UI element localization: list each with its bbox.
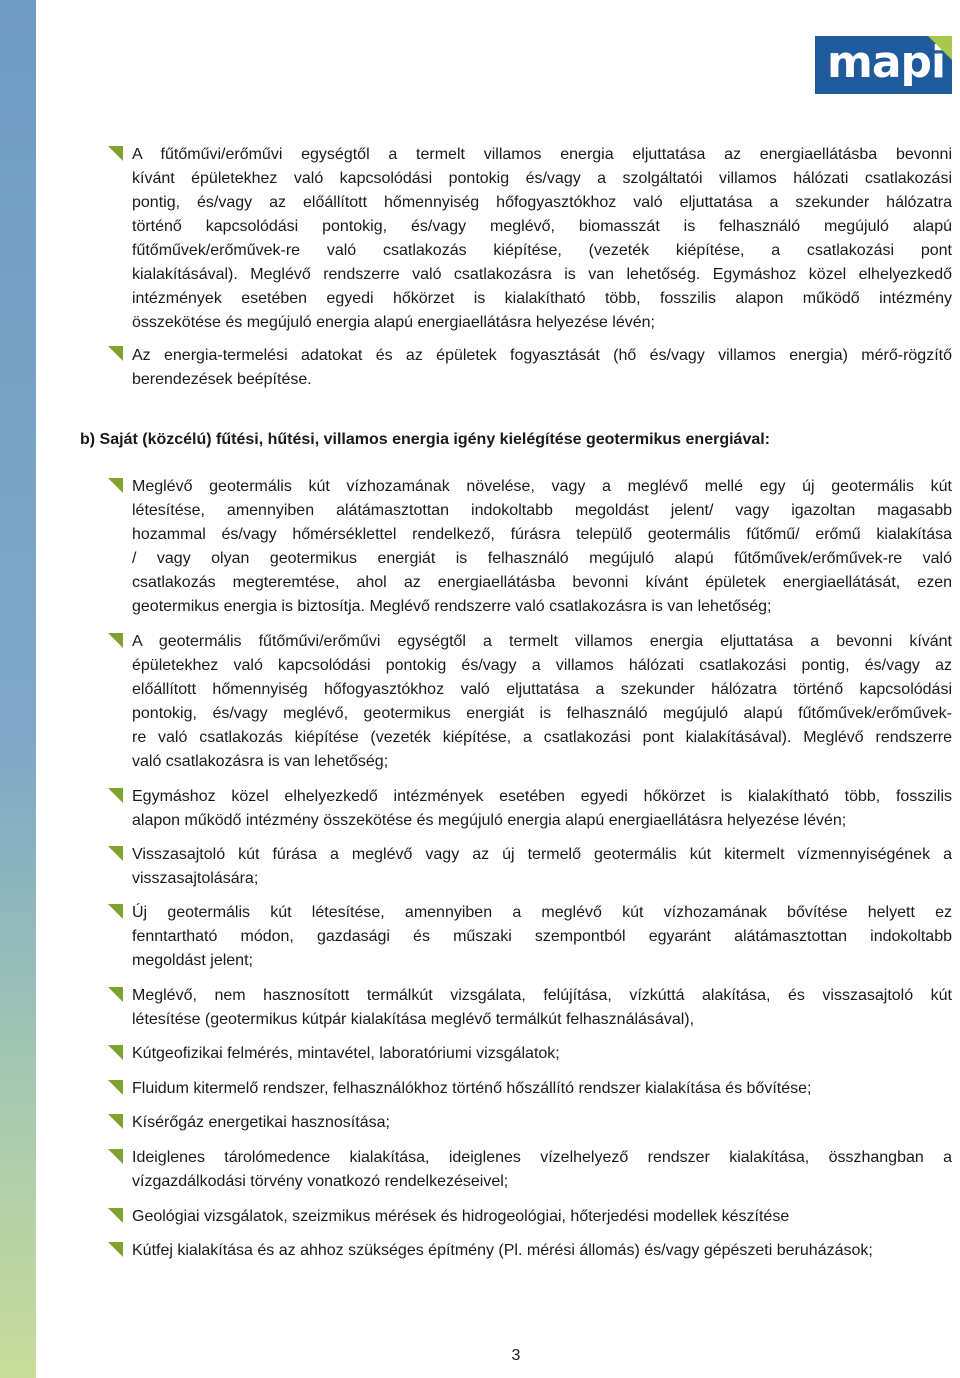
bullet-triangle-icon	[108, 846, 123, 861]
page-number: 3	[511, 1347, 521, 1364]
text-line: berendezések beépítése.	[132, 371, 312, 388]
text-line: Fluidum kitermelő rendszer, felhasználókhoz történő hőszállító rendszer kialakítása és bővítése;	[132, 1080, 812, 1097]
bullet-triangle-icon	[108, 987, 123, 1002]
text-line: A geotermális fűtőművi/erőművi egységtől a termelt villamos energia eljuttatása a bevonni kívánt	[132, 633, 952, 650]
bullet-triangle-icon	[108, 633, 123, 648]
bullet-triangle-icon	[108, 478, 123, 493]
text-line: vízgazdálkodási törvény vonatkozó rendelkezéseivel;	[132, 1173, 509, 1190]
text-line: intézmények esetében egyedi hőkörzet is kialakítható több, fosszilis alapon működő intézmény	[132, 290, 952, 307]
logo-corner-triangle	[928, 36, 952, 60]
list-item	[132, 901, 952, 973]
text-line: csatlakozás megteremtése, ahol az energiaellátásba bevonni kívánt épületek energiaellátását, ezen	[132, 574, 952, 591]
list-item	[132, 344, 952, 392]
bullet-triangle-icon	[108, 904, 123, 919]
text-line: Visszasajtoló kút fúrása a meglévő vagy az új termelő geotermális kút kitermelt vízmennyiségének a	[132, 846, 952, 863]
text-line: létesítése, amennyiben alátámasztottan indokoltabb megoldást jelent/ vagy igazoltan magasabb	[132, 502, 952, 519]
text-line: kívánt épületekhez való kapcsolódási pontokig és/vagy a szolgáltatói villamos hálózati csatlakozási	[132, 170, 952, 187]
text-line: előállított hőmennyiség hőfogyasztókhoz való eljuttatása a szekunder hálózatra történő kapcsolódási	[132, 681, 952, 698]
text-line: pontig, és/vagy az előállított hőmennyiség hőfogyasztókhoz való eljuttatása a szekunder hálózatra	[132, 194, 952, 211]
bullet-triangle-icon	[108, 1208, 123, 1223]
bullet-triangle-icon	[108, 346, 123, 361]
mapi-logo	[815, 36, 952, 94]
list-item	[132, 630, 952, 774]
text-line: Új geotermális kút létesítése, amennyiben a meglévő kút vízhozamának bővítése helyett ez	[132, 904, 952, 921]
text-line: pontokig, és/vagy meglévő, geotermikus energiát is felhasználó megújuló alapú fűtőművek/erőművek-	[132, 705, 952, 722]
text-line: Kútfej kialakítása és az ahhoz szükséges építmény (Pl. mérési állomás) és/vagy gépészeti beruházások;	[132, 1242, 873, 1259]
section-heading: b) Saját (közcélú) fűtési, hűtési, villamos energia igény kielégítése geotermikus energiával:	[80, 431, 771, 448]
list-item	[132, 1146, 952, 1194]
text-line: Az energia-termelési adatokat és az épületek fogyasztását (hő és/vagy villamos energia) mérő-rögzítő	[132, 347, 952, 364]
text-line: geotermikus energia is biztosítja. Meglévő rendszerre való csatlakozásra is van lehetőség;	[132, 598, 772, 615]
text-line: épületekhez való kapcsolódási pontokig és/vagy a villamos hálózati csatlakozási pontig, és/vagy az	[132, 657, 952, 674]
text-line: Ideiglenes tárolómedence kialakítása, ideiglenes vízelhelyező rendszer kialakítása, összhangban a	[132, 1149, 952, 1166]
bullet-triangle-icon	[108, 1242, 123, 1257]
list-item	[132, 785, 952, 833]
list-item	[132, 1239, 952, 1263]
list-item	[132, 843, 952, 891]
list-item	[132, 143, 952, 335]
text-line: A fűtőművi/erőművi egységtől a termelt villamos energia eljuttatása az energiaellátásba bevonni	[132, 146, 952, 163]
text-line: visszasajtolására;	[132, 870, 259, 887]
list-item	[132, 475, 952, 619]
text-line: alapon működő intézmény összekötése és megújuló energia alapú energiaellátásra helyezése lévén;	[132, 812, 847, 829]
bullet-triangle-icon	[108, 146, 123, 161]
logo-text: mapi	[827, 37, 946, 88]
text-line: történő kapcsolódási pontokig, és/vagy meglévő, biomasszát is felhasználó megújuló alapú	[132, 218, 952, 235]
list-item	[132, 984, 952, 1032]
text-line: Kútgeofizikai felmérés, mintavétel, laboratóriumi vizsgálatok;	[132, 1045, 560, 1062]
text-line: hozammal és/vagy hőmérséklettel rendelkező, fúrásra települő geotermális fűtőmű/ erőmű kialakítása	[132, 526, 952, 543]
text-line: kialakításával). Meglévő rendszerre való csatlakozásra is van lehetőség. Egymáshoz közel elhelyezkedő	[132, 266, 952, 283]
text-line: / vagy olyan geotermikus energiát is felhasználó megújuló alapú fűtőművek/erőművek-re való	[132, 550, 952, 567]
bullet-triangle-icon	[108, 1114, 123, 1129]
text-line: megoldást jelent;	[132, 952, 253, 969]
text-line: Egymáshoz közel elhelyezkedő intézmények esetében egyedi hőkörzet is kialakítható több, fosszilis	[132, 788, 952, 805]
text-line: Meglévő geotermális kút vízhozamának növelése, vagy a meglévő mellé egy új geotermális kút	[132, 478, 952, 495]
list-item	[132, 1077, 952, 1101]
bullet-triangle-icon	[108, 1080, 123, 1095]
bullet-triangle-icon	[108, 1149, 123, 1164]
text-line: re való csatlakozás kiépítése (vezeték kiépítése, a csatlakozási pont kialakításával). Meglévő rendszerre	[132, 729, 952, 746]
text-line: fűtőművek/erőművek-re való csatlakozás kiépítése, (vezeték kiépítése, a csatlakozási pont	[132, 242, 952, 259]
text-line: létesítése (geotermikus kútpár kialakítása meglévő termálkút felhasználásával),	[132, 1011, 695, 1028]
text-line: Geológiai vizsgálatok, szeizmikus mérések és hidrogeológiai, hőterjedési modellek készítése	[132, 1208, 790, 1225]
list-item	[132, 1111, 952, 1135]
text-line: való csatlakozásra is van lehetőség;	[132, 753, 389, 770]
bullet-triangle-icon	[108, 1045, 123, 1060]
bullet-triangle-icon	[108, 788, 123, 803]
list-item	[132, 1042, 952, 1066]
text-line: összekötése és megújuló energia alapú energiaellátásra helyezése lévén;	[132, 314, 655, 331]
text-line: Meglévő, nem hasznosított termálkút vizsgálata, felújítása, vízkúttá alakítása, és visszasajtoló kút	[132, 987, 952, 1004]
list-item	[132, 1205, 952, 1229]
text-line: Kísérőgáz energetikai hasznosítása;	[132, 1114, 390, 1131]
decorative-side-bar	[0, 0, 36, 1378]
text-line: fenntartható módon, gazdasági és műszaki szempontból egyaránt alátámasztottan indokoltabb	[132, 928, 952, 945]
